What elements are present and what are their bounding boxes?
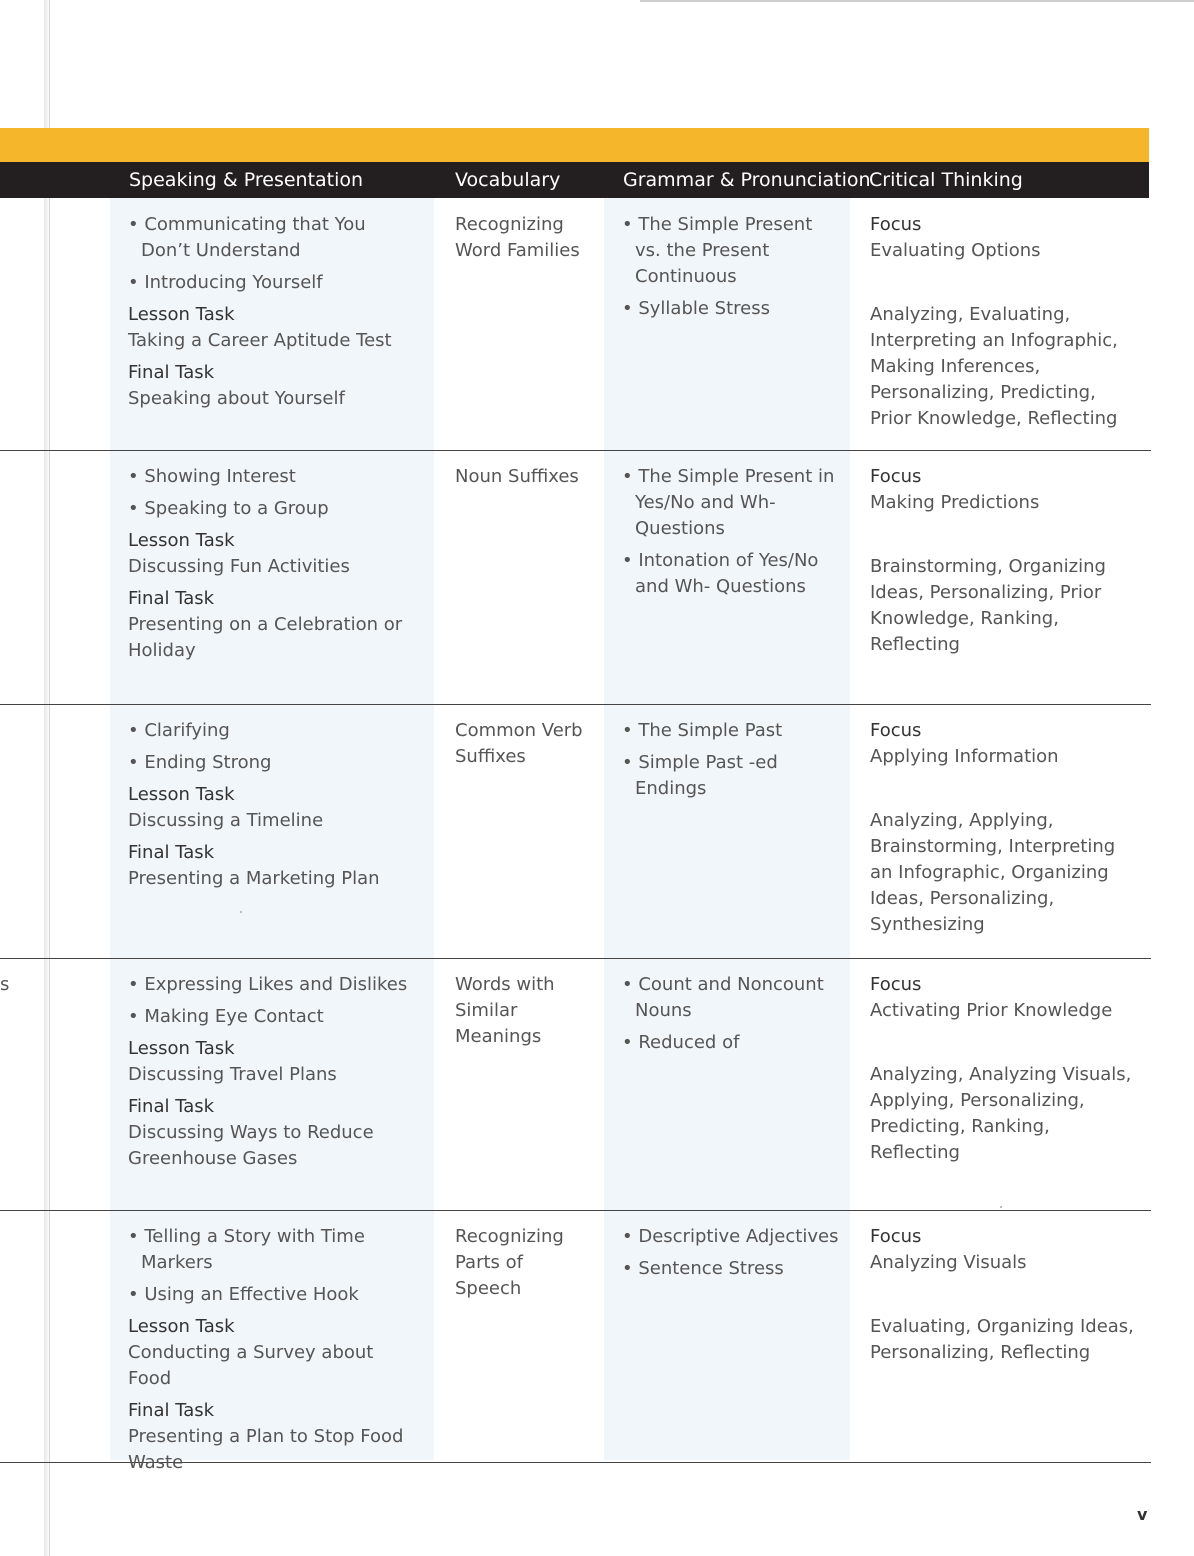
- vocabulary-cell: Noun Suffixes: [455, 466, 579, 487]
- speaking-bullet: • Showing Interest: [128, 464, 418, 490]
- focus-label: Focus: [870, 1226, 922, 1247]
- speaking-bullet: • Using an Effective Hook: [128, 1282, 418, 1308]
- speaking-bullet: • Clarifying: [128, 718, 418, 744]
- skills-list: Analyzing, Applying, Brainstorming, Interpreting an Infographic, Organizing Ideas, Personalizing, Synthesizing: [870, 810, 1116, 935]
- grammar-bullet: • Intonation of Yes/No and Wh- Questions: [622, 548, 840, 600]
- speaking-bullet: • Expressing Likes and Dislikes: [128, 972, 418, 998]
- final-task-value: Presenting a Plan to Stop Food Waste: [128, 1426, 404, 1473]
- critical-thinking-cell: [870, 464, 1142, 658]
- grammar-bullet: • Sentence Stress: [622, 1256, 840, 1282]
- header-speaking: Speaking & Presentation: [129, 169, 364, 191]
- header-grammar: Grammar & Pronunciation: [623, 169, 871, 191]
- grammar-cell: [622, 212, 840, 328]
- vocabulary-cell: Recognizing Word Families: [455, 214, 580, 261]
- speaking-cell: [128, 1224, 418, 1476]
- page-number: v: [1137, 1505, 1148, 1524]
- final-task-value: Discussing Ways to Reduce Greenhouse Gases: [128, 1122, 374, 1169]
- book-spine-line: [49, 0, 50, 1556]
- accent-bar: [0, 128, 1149, 162]
- skills-list: Evaluating, Organizing Ideas, Personalizing, Reflecting: [870, 1316, 1134, 1363]
- focus-label: Focus: [870, 720, 922, 741]
- critical-thinking-cell: [870, 972, 1142, 1166]
- grammar-bullet: • Descriptive Adjectives: [622, 1224, 840, 1250]
- skills-list: Brainstorming, Organizing Ideas, Personalizing, Prior Knowledge, Ranking, Reflecting: [870, 556, 1106, 655]
- final-task-label: Final Task: [128, 1400, 215, 1421]
- focus-value: Activating Prior Knowledge: [870, 1000, 1113, 1021]
- vocabulary-cell: Recognizing Parts of Speech: [455, 1226, 564, 1299]
- grammar-cell: [622, 464, 840, 606]
- speaking-cell: [128, 718, 418, 892]
- critical-thinking-cell: [870, 718, 1142, 938]
- skills-list: Analyzing, Analyzing Visuals, Applying, Personalizing, Predicting, Ranking, Reflecting: [870, 1064, 1132, 1163]
- grammar-cell: [622, 972, 840, 1062]
- speaking-cell: [128, 464, 418, 664]
- speaking-bullet: • Telling a Story with Time Markers: [128, 1224, 418, 1276]
- lesson-task-label: Lesson Task: [128, 304, 235, 325]
- grammar-bullet: • The Simple Present vs. the Present Continuous: [622, 212, 840, 290]
- grammar-cell: [622, 1224, 840, 1288]
- speaking-bullet: • Communicating that You Don’t Understand: [128, 212, 418, 264]
- critical-thinking-cell: [870, 212, 1142, 432]
- lesson-task-value: Discussing Fun Activities: [128, 556, 350, 577]
- row-divider: [0, 450, 1151, 451]
- focus-value: Applying Information: [870, 746, 1059, 767]
- focus-label: Focus: [870, 214, 922, 235]
- speaking-bullet: • Ending Strong: [128, 750, 418, 776]
- grammar-cell: [622, 718, 840, 808]
- focus-label: Focus: [870, 974, 922, 995]
- vocabulary-cell: Common Verb Suffixes: [455, 720, 583, 767]
- focus-label: Focus: [870, 466, 922, 487]
- final-task-value: Speaking about Yourself: [128, 388, 345, 409]
- lesson-task-value: Discussing Travel Plans: [128, 1064, 337, 1085]
- lesson-task-label: Lesson Task: [128, 1038, 235, 1059]
- row-divider: [0, 1210, 1151, 1211]
- lesson-task-value: Conducting a Survey about Food: [128, 1342, 374, 1389]
- speaking-cell: [128, 212, 418, 412]
- final-task-label: Final Task: [128, 362, 215, 383]
- speaking-cell: [128, 972, 418, 1172]
- grammar-bullet: • The Simple Past: [622, 718, 840, 744]
- skills-list: Analyzing, Evaluating, Interpreting an Infographic, Making Inferences, Personalizing, Predicting, Prior Knowledge, Reflecting: [870, 304, 1118, 429]
- lesson-task-value: Taking a Career Aptitude Test: [128, 330, 392, 351]
- header-critical-thinking: Critical Thinking: [869, 169, 1023, 191]
- final-task-value: Presenting on a Celebration or Holiday: [128, 614, 403, 661]
- row-divider: [0, 704, 1151, 705]
- scan-speck: [240, 911, 242, 913]
- speaking-bullet: • Introducing Yourself: [128, 270, 418, 296]
- grammar-bullet: • Reduced of: [622, 1030, 840, 1056]
- grammar-bullet: • Syllable Stress: [622, 296, 840, 322]
- speaking-bullet: • Making Eye Contact: [128, 1004, 418, 1030]
- lesson-task-label: Lesson Task: [128, 1316, 235, 1337]
- scan-speck: [1000, 1206, 1002, 1208]
- lesson-task-value: Discussing a Timeline: [128, 810, 324, 831]
- focus-value: Making Predictions: [870, 492, 1040, 513]
- lesson-task-label: Lesson Task: [128, 784, 235, 805]
- speaking-bullet: • Speaking to a Group: [128, 496, 418, 522]
- grammar-bullet: • The Simple Present in Yes/No and Wh- Questions: [622, 464, 840, 542]
- margin-letter: s: [0, 974, 10, 995]
- header-vocabulary: Vocabulary: [455, 169, 561, 191]
- final-task-value: Presenting a Marketing Plan: [128, 868, 380, 889]
- final-task-label: Final Task: [128, 588, 215, 609]
- lesson-task-label: Lesson Task: [128, 530, 235, 551]
- final-task-label: Final Task: [128, 842, 215, 863]
- grammar-bullet: • Count and Noncount Nouns: [622, 972, 840, 1024]
- top-edge-rule: [640, 0, 1194, 2]
- focus-value: Evaluating Options: [870, 240, 1041, 261]
- vocabulary-cell: Words with Similar Meanings: [455, 974, 555, 1047]
- grammar-bullet: • Simple Past -ed Endings: [622, 750, 840, 802]
- final-task-label: Final Task: [128, 1096, 215, 1117]
- focus-value: Analyzing Visuals: [870, 1252, 1027, 1273]
- critical-thinking-cell: [870, 1224, 1142, 1366]
- row-divider: [0, 958, 1151, 959]
